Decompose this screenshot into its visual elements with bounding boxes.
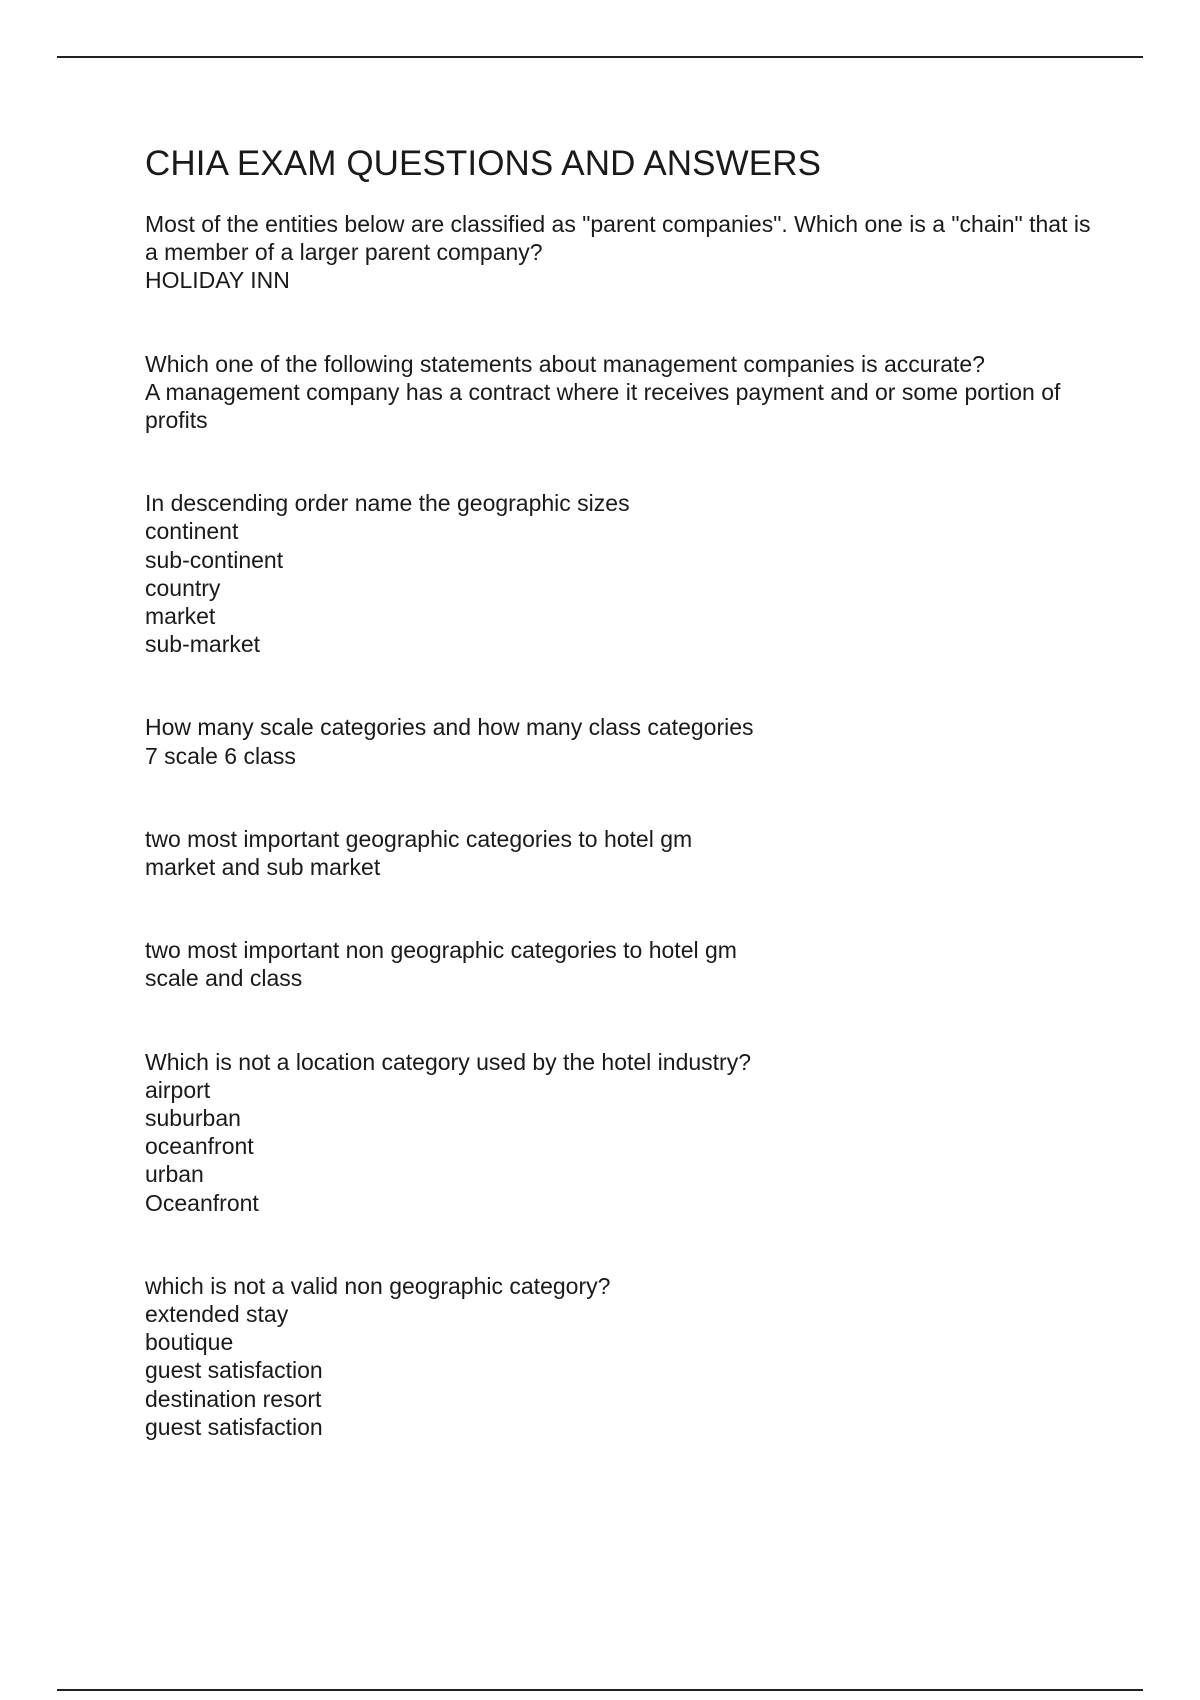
answer-line: extended stay (145, 1301, 289, 1328)
answer-line: oceanfront (145, 1133, 254, 1160)
qa-block (145, 1272, 1105, 1441)
answer-line: continent (145, 518, 239, 545)
question-text: two most important geographic categories to hotel gm (145, 825, 693, 852)
question-text: In descending order name the geographic sizes (145, 490, 630, 517)
qa-block (145, 713, 1105, 769)
answer-line: 7 scale 6 class (145, 742, 296, 769)
document-title: CHIA EXAM QUESTIONS AND ANSWERS (145, 144, 822, 183)
qa-block (145, 210, 1105, 295)
question-text: which is not a valid non geographic category? (145, 1272, 611, 1299)
answer-line: guest satisfaction (145, 1413, 323, 1440)
question-text: Most of the entities below are classified as "parent companies". Which one is a "chain" that is a member of a larger parent company? (145, 211, 1091, 266)
answer-line: sub-market (145, 631, 261, 658)
qa-block (145, 1048, 1105, 1217)
top-divider (57, 56, 1143, 58)
question-text: How many scale categories and how many class categories (145, 714, 754, 741)
qa-block (145, 936, 1105, 992)
question-text: Which one of the following statements about management companies is accurate? (145, 350, 985, 377)
answer-line: guest satisfaction (145, 1357, 323, 1384)
document-body (145, 140, 1105, 1496)
answer-line: A management company has a contract where it receives payment and or some portion of profits (145, 378, 1061, 434)
qa-list (145, 210, 1105, 1441)
qa-block (145, 825, 1105, 881)
answer-line: urban (145, 1161, 204, 1188)
question-text: Which is not a location category used by the hotel industry? (145, 1048, 752, 1075)
answer-line: Oceanfront (145, 1189, 259, 1216)
answer-line: HOLIDAY INN (145, 267, 290, 294)
answer-line: market (145, 603, 216, 630)
answer-line: country (145, 574, 221, 601)
answer-line: suburban (145, 1105, 241, 1132)
bottom-divider (57, 1689, 1143, 1691)
answer-line: destination resort (145, 1385, 322, 1412)
question-text: two most important non geographic categories to hotel gm (145, 937, 737, 964)
qa-block (145, 489, 1105, 658)
answer-line: airport (145, 1076, 211, 1103)
answer-line: boutique (145, 1329, 234, 1356)
answer-line: sub-continent (145, 546, 284, 573)
answer-line: scale and class (145, 965, 303, 992)
qa-block (145, 350, 1105, 435)
answer-line: market and sub market (145, 854, 381, 881)
